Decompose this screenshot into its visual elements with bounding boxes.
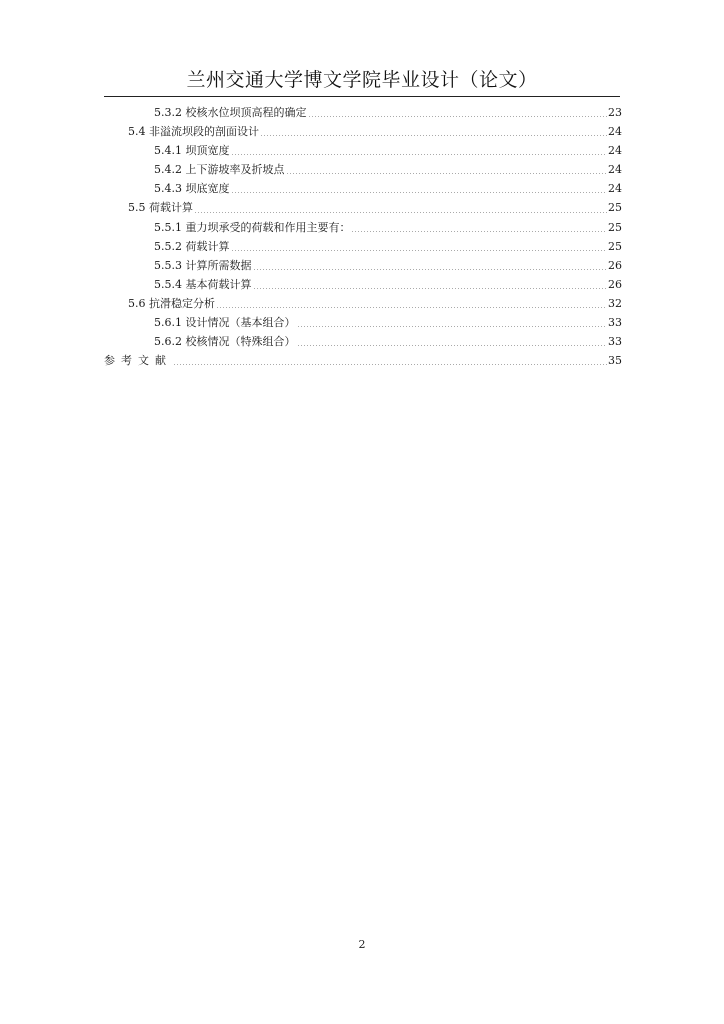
toc-entry-label: 5.6 抗滑稳定分析 <box>128 296 215 310</box>
header-divider <box>104 96 620 97</box>
toc-entry[interactable] <box>104 122 622 141</box>
toc-entry[interactable] <box>104 294 622 313</box>
toc-entry-label: 5.4.2 上下游坡率及折坡点 <box>154 163 285 177</box>
dot-leader <box>253 269 608 270</box>
dot-leader <box>194 212 607 213</box>
toc-entry[interactable] <box>104 179 622 198</box>
toc-entry-page: 26 <box>608 277 622 291</box>
toc-entry-label: 5.4 非溢流坝段的剖面设计 <box>128 125 259 139</box>
toc-entry-label: 5.5.3 计算所需数据 <box>154 258 252 272</box>
toc-entry-page: 32 <box>608 296 622 310</box>
toc-entry-page: 24 <box>608 182 622 196</box>
toc-entry[interactable] <box>104 332 622 351</box>
dot-leader <box>231 154 608 155</box>
toc-entry-page: 35 <box>608 354 622 368</box>
toc-entry-page: 26 <box>608 258 622 272</box>
toc-entry-page: 25 <box>608 220 622 234</box>
toc-entry[interactable] <box>104 103 622 122</box>
toc-entry[interactable] <box>104 141 622 160</box>
dot-leader <box>308 116 608 117</box>
dot-leader <box>351 231 607 232</box>
toc-entry-label: 5.6.2 校核情况（特殊组合） <box>154 335 296 349</box>
toc-entry[interactable] <box>104 237 622 256</box>
dot-leader <box>231 192 608 193</box>
dot-leader <box>231 250 608 251</box>
toc-entry-label: 5.3.2 校核水位坝顶高程的确定 <box>154 106 307 119</box>
toc-entry-page: 25 <box>608 201 622 215</box>
toc-entry-label: 5.4.3 坝底宽度 <box>154 182 230 196</box>
toc-entry[interactable] <box>104 256 622 275</box>
toc-entry-page: 24 <box>608 163 622 177</box>
toc-entry-page: 24 <box>608 125 622 139</box>
page-number: 2 <box>358 938 366 951</box>
dot-leader <box>173 364 607 365</box>
toc-entry[interactable] <box>104 198 622 217</box>
dot-leader <box>216 307 607 308</box>
document-header-title: 兰州交通大学博文学院毕业设计（论文） <box>186 69 538 91</box>
toc-entry-page: 25 <box>608 239 622 253</box>
toc-entry-label: 参考文献 <box>104 354 172 368</box>
toc-entry-page: 33 <box>608 316 622 330</box>
toc-entry-label: 5.5.4 基本荷载计算 <box>154 277 252 291</box>
dot-leader <box>297 326 608 327</box>
toc-entry-page: 24 <box>608 144 622 158</box>
toc-entry-page: 23 <box>608 106 622 119</box>
toc-entry[interactable] <box>104 160 622 179</box>
dot-leader <box>253 288 608 289</box>
toc-entry[interactable] <box>104 313 622 332</box>
toc-entry-label: 5.4.1 坝顶宽度 <box>154 144 230 158</box>
toc-entry-page: 33 <box>608 335 622 349</box>
dot-leader <box>260 135 607 136</box>
dot-leader <box>297 345 608 346</box>
table-of-contents <box>104 103 622 370</box>
toc-entry[interactable] <box>104 218 622 237</box>
toc-entry[interactable] <box>104 275 622 294</box>
toc-entry-label: 5.6.1 设计情况（基本组合） <box>154 316 296 330</box>
dot-leader <box>286 173 608 174</box>
toc-entry-label: 5.5.1 重力坝承受的荷载和作用主要有： <box>154 220 351 234</box>
toc-entry-label: 5.5 荷载计算 <box>128 201 193 215</box>
toc-entry-label: 5.5.2 荷载计算 <box>154 239 230 253</box>
toc-entry[interactable] <box>104 351 622 370</box>
